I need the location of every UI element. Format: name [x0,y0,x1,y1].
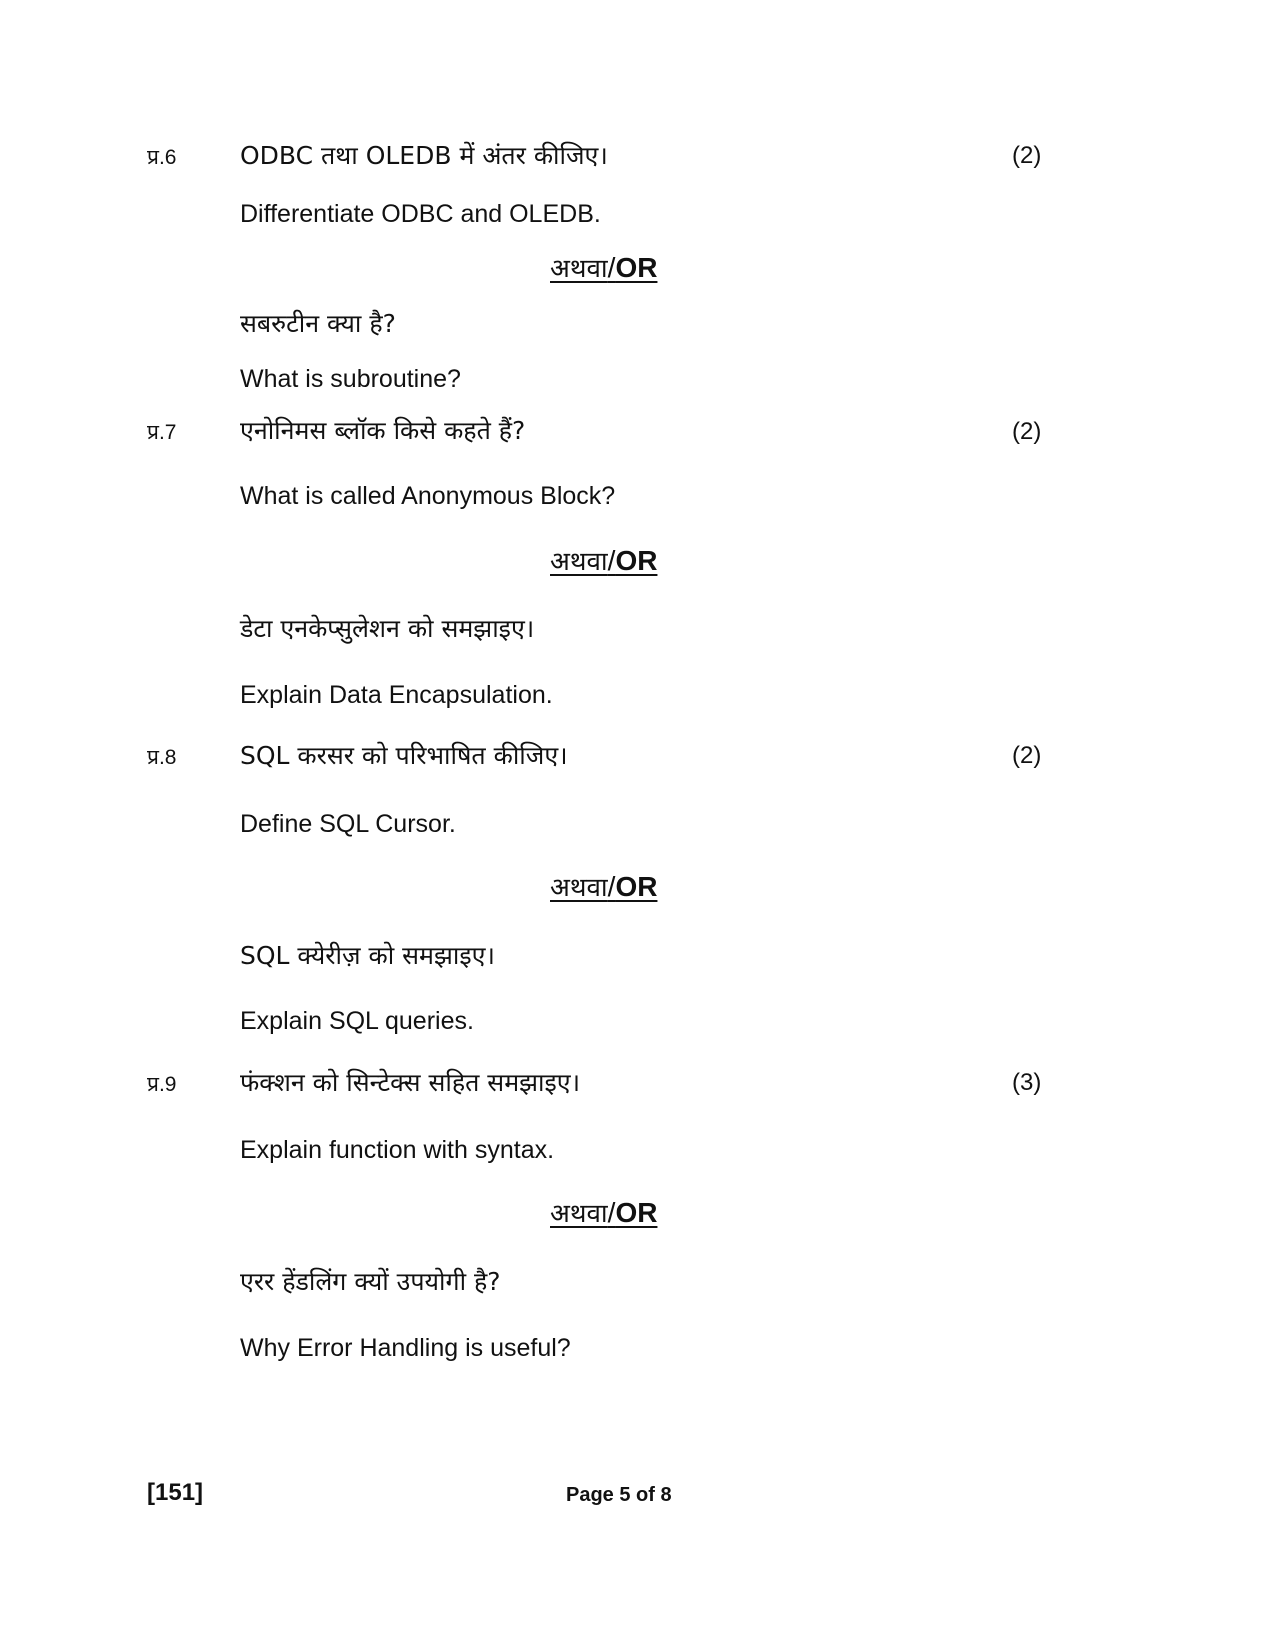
or-label-slash: / [607,252,616,283]
or-label-english: OR [615,1197,658,1228]
or-label-slash: / [607,545,616,576]
alternative-text-hindi: SQL क्येरीज़ को समझाइए। [240,941,495,970]
paper-code: [151] [147,1479,204,1506]
alternative-text-hindi: डेटा एनकेप्सुलेशन को समझाइए। [240,614,535,643]
question-number: प्र.9 [147,1073,177,1096]
question-text-hindi: फंक्शन को सिन्टेक्स सहित समझाइए। [240,1068,581,1097]
or-separator [550,1199,657,1227]
or-label-slash: / [607,1197,616,1228]
alternative-text-english: What is subroutine? [240,365,461,393]
or-label-english: OR [615,252,658,283]
or-separator [550,873,657,901]
or-separator [550,254,657,282]
question-marks: (2) [1012,142,1042,169]
alternative-text-english: Explain Data Encapsulation. [240,681,553,709]
question-text-hindi: SQL करसर को परिभाषित कीजिए। [240,741,568,770]
alternative-text-hindi: एरर हेंडलिंग क्यों उपयोगी है? [240,1267,501,1296]
or-label-english: OR [615,545,658,576]
question-number: प्र.7 [147,421,177,444]
question-text-english: Define SQL Cursor. [240,810,456,838]
or-label-english: OR [615,871,658,902]
or-label-hindi: अथवा [550,873,608,903]
question-marks: (3) [1012,1069,1042,1096]
question-text-hindi: ODBC तथा OLEDB में अंतर कीजिए। [240,141,608,170]
question-marks: (2) [1012,418,1042,445]
alternative-text-english: Why Error Handling is useful? [240,1334,571,1362]
or-label-slash: / [607,871,616,902]
question-number: प्र.6 [147,146,177,169]
or-label-hindi: अथवा [550,254,608,284]
question-text-english: Differentiate ODBC and OLEDB. [240,200,601,228]
page-number: Page 5 of 8 [566,1484,672,1506]
or-separator [550,547,657,575]
or-label-hindi: अथवा [550,1199,608,1229]
alternative-text-hindi: सबरुटीन क्या है? [240,309,396,338]
alternative-text-english: Explain SQL queries. [240,1007,474,1035]
or-label-hindi: अथवा [550,547,608,577]
question-text-hindi: एनोनिमस ब्लॉक किसे कहते हैं? [240,416,526,445]
question-marks: (2) [1012,742,1042,769]
question-text-english: Explain function with syntax. [240,1136,555,1164]
question-number: प्र.8 [147,746,177,769]
question-text-english: What is called Anonymous Block? [240,482,616,510]
